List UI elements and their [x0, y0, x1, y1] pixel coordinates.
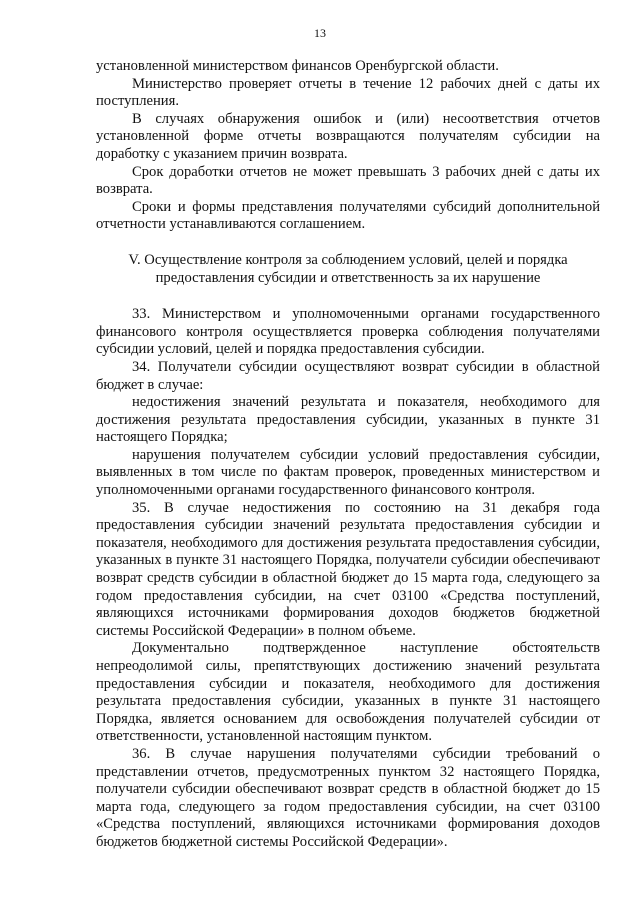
paragraph: В случаях обнаружения ошибок и (или) несоответствия отчетов установленной форме отчеты возвращаются получателям субсидии на доработку с указанием причин возврата. [96, 110, 600, 162]
paragraph-36: 36. В случае нарушения получателями субсидии требований о представлении отчетов, предусмотренных пунктом 32 настоящего Порядка, получатели субсидии обеспечивают возврат средств в областной бюджет до 15 марта года, следующего за годом предоставления субсидии, на счет 03100 «Средства поступлений, являющихся источниками формирования доходов бюджетов бюджетной системы Российской Федерации». [96, 745, 600, 850]
list-item: недостижения значений результата и показателя, необходимого для достижения результата предоставления субсидии, указанных в пункте 31 настоящего Порядка; [96, 394, 600, 446]
paragraph: Срок доработки отчетов не может превышать 3 рабочих дней с даты их возврата. [96, 163, 600, 198]
document-body [96, 58, 600, 852]
paragraph: Документально подтвержденное наступление обстоятельств непреодолимой силы, препятствующих достижению значений результата предоставления субсидии и показателя, необходимого для достижения результата предоставления субсидии, указанных в пункте 31 настоящего Порядка, является основанием для освобождения получателей субсидии от ответственности, установленной настоящим пунктом. [96, 640, 600, 745]
paragraph: Сроки и формы представления получателями субсидий дополнительной отчетности устанавливаются соглашением. [96, 198, 600, 233]
paragraph: Министерство проверяет отчеты в течение 12 рабочих дней с даты их поступления. [96, 75, 600, 110]
paragraph-35: 35. В случае недостижения по состоянию на 31 декабря года предоставления субсидии значений результата предоставления субсидии и показателя, необходимого для достижения результата предоставления субсидии, указанных в пункте 31 настоящего Порядка, получатели субсидии обеспечивают возврат средств субсидии в областной бюджет до 15 марта года, следующего за годом предоставления субсидии, на счет 03100 «Средства поступлений, являющихся источниками формирования доходов бюджетов бюджетной системы Российской Федерации» в полном объеме. [96, 499, 600, 639]
paragraph: установленной министерством финансов Оренбургской области. [96, 58, 499, 74]
page-number: 13 [314, 26, 326, 40]
paragraph-33: 33. Министерством и уполномоченными органами государственного финансового контроля осуществляется проверка соблюдения получателями субсидии условий, целей и порядка предоставления субсидии. [96, 306, 600, 358]
section-heading: V. Осуществление контроля за соблюдением условий, целей и порядка предоставления субсидии и ответственность за их нарушение [128, 251, 568, 286]
paragraph-34: 34. Получатели субсидии осуществляют возврат субсидии в областной бюджет в случае: [96, 358, 600, 393]
list-item: нарушения получателем субсидии условий предоставления субсидии, выявленных в том числе по фактам проверок, проведенных министерством и уполномоченными органами государственного финансового контроля. [96, 446, 600, 499]
